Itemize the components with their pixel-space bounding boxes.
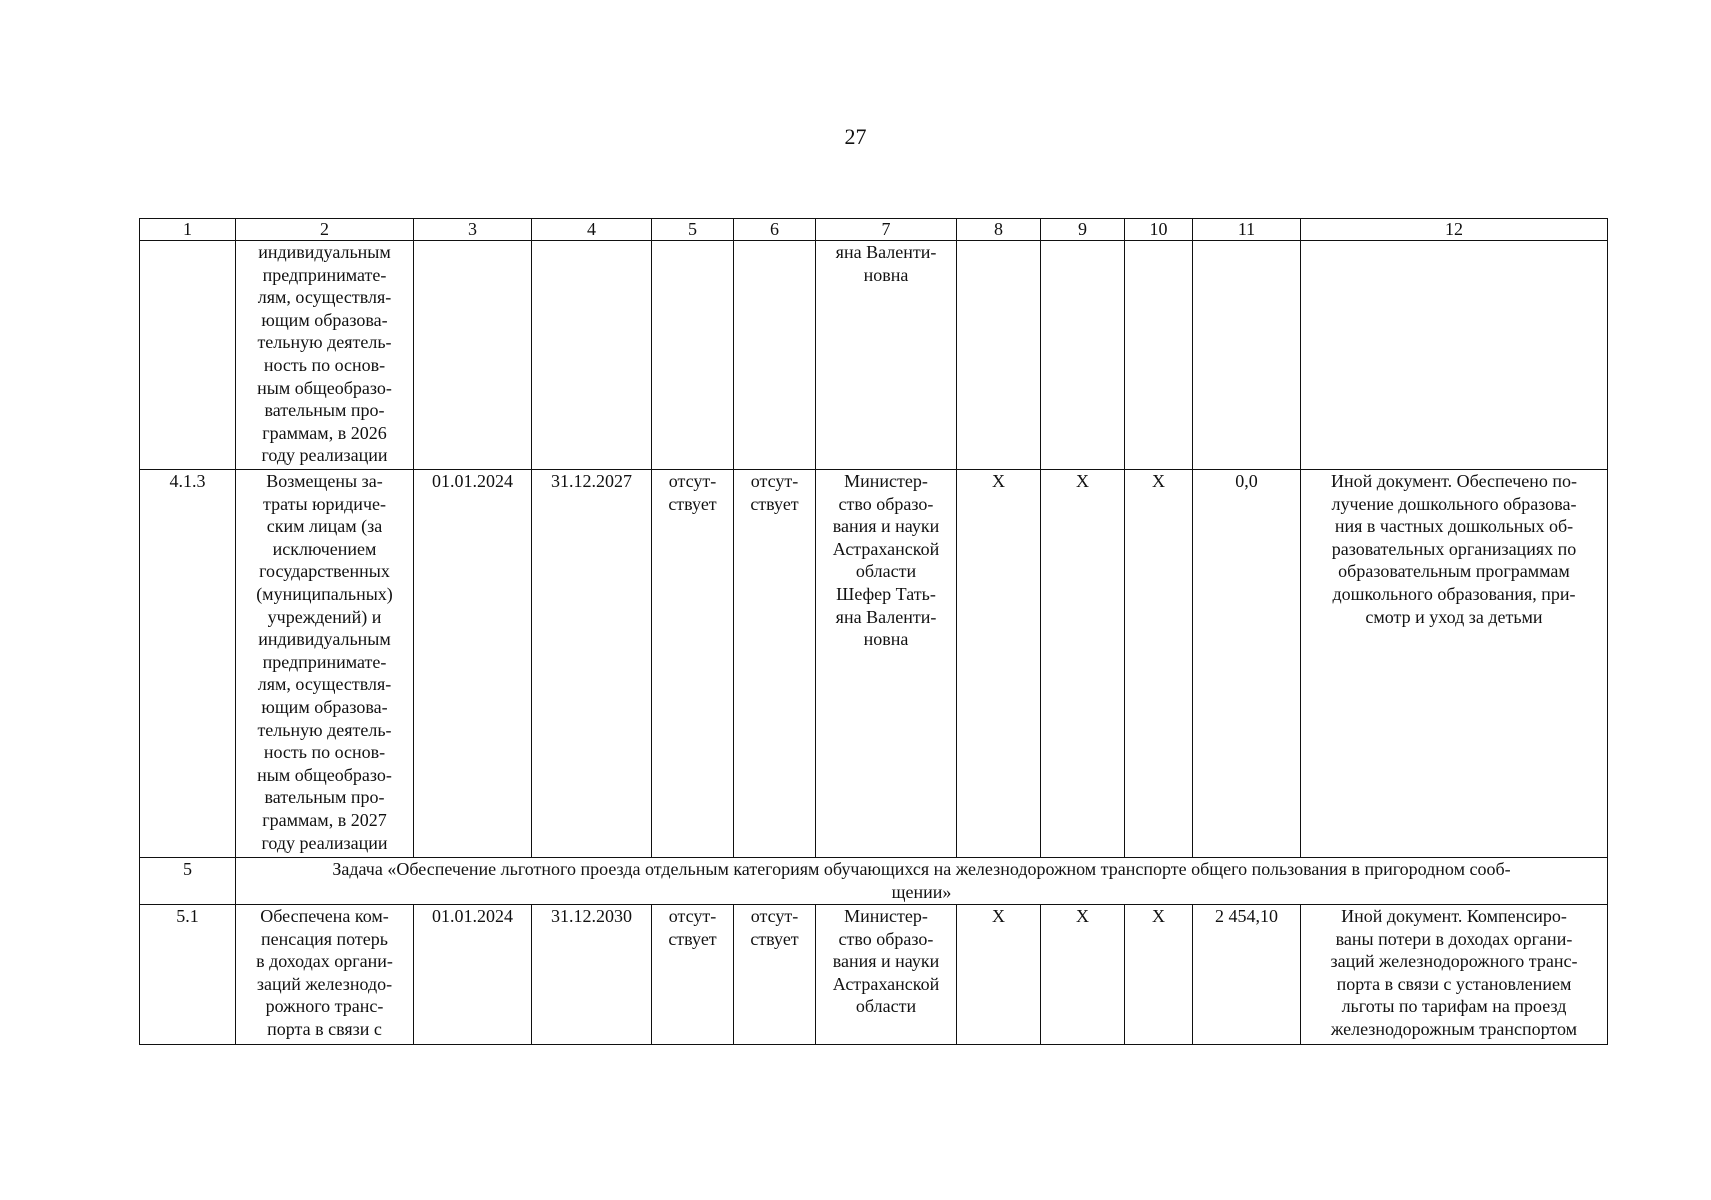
row-number-cell: 5 <box>140 858 236 905</box>
result-name-cell: Возмещены за- траты юридиче- ским лицам (за исключением государственных (муниципальных) учреждений) и индивидуальным предпринимате- лям, осуществля- ющим образова- тельную деятель- ность по основ- ным общеобразо- вательным про- граммам, в 2027 году реализации <box>236 470 414 858</box>
note-cell: Иной документ. Обеспечено по- лучение дошкольного образова- ния в частных дошкольных об- разовательных организациях по образовательным программам дошкольного образования, при- смотр и уход за детьми <box>1301 470 1608 858</box>
column-number: 5 <box>652 219 734 241</box>
column-number: 12 <box>1301 219 1608 241</box>
result-name-cell: Обеспечена ком- пенсация потерь в доходах органи- заций железнодо- рожного транс- порта в связи с <box>236 905 414 1045</box>
column-number: 6 <box>734 219 816 241</box>
amount-cell: 0,0 <box>1193 470 1301 858</box>
table-cell <box>1193 241 1301 470</box>
column-number: 9 <box>1041 219 1125 241</box>
responsible-cell: Министер- ство образо- вания и науки Астраханской области Шефер Тать- яна Валенти- новна <box>816 470 957 858</box>
table-cell: отсут- ствует <box>734 905 816 1045</box>
table-cell <box>1301 241 1608 470</box>
table-cell: отсут- ствует <box>734 470 816 858</box>
table-row-continued <box>140 241 1608 470</box>
note-cell: Иной документ. Компенсиро- ваны потери в доходах органи- заций железнодорожного транс- порта в связи с установлением льготы по тарифам на проезд железнодорожным транспортом <box>1301 905 1608 1045</box>
responsible-cell: Министер- ство образо- вания и науки Астраханской области <box>816 905 957 1045</box>
table-cell: отсут- ствует <box>652 470 734 858</box>
row-number-cell: 5.1 <box>140 905 236 1045</box>
table-cell: X <box>1041 905 1125 1045</box>
column-number: 3 <box>414 219 532 241</box>
column-number-row <box>140 219 1608 241</box>
column-number: 11 <box>1193 219 1301 241</box>
table-cell <box>652 241 734 470</box>
end-date-cell: 31.12.2030 <box>532 905 652 1045</box>
table-row-task-5 <box>140 858 1608 905</box>
column-number: 10 <box>1125 219 1193 241</box>
end-date-cell: 31.12.2027 <box>532 470 652 858</box>
task-title-cell: Задача «Обеспечение льготного проезда отдельным категориям обучающихся на железнодорожном транспорте общего пользования в пригородном сооб- щении» <box>236 858 1608 905</box>
start-date-cell: 01.01.2024 <box>414 905 532 1045</box>
table-cell <box>532 241 652 470</box>
amount-cell: 2 454,10 <box>1193 905 1301 1045</box>
column-number: 2 <box>236 219 414 241</box>
column-number: 7 <box>816 219 957 241</box>
responsible-cell: яна Валенти- новна <box>816 241 957 470</box>
table-cell <box>414 241 532 470</box>
table-cell: X <box>1125 905 1193 1045</box>
table-row-5-1 <box>140 905 1608 1045</box>
row-number-cell: 4.1.3 <box>140 470 236 858</box>
table-cell: X <box>1041 470 1125 858</box>
table-cell <box>1041 241 1125 470</box>
table-cell: отсут- ствует <box>652 905 734 1045</box>
start-date-cell: 01.01.2024 <box>414 470 532 858</box>
table-row-4-1-3 <box>140 470 1608 858</box>
table-cell: X <box>1125 470 1193 858</box>
table-cell <box>1125 241 1193 470</box>
table-cell: X <box>957 905 1041 1045</box>
column-number: 1 <box>140 219 236 241</box>
measures-table <box>139 218 1608 1045</box>
column-number: 8 <box>957 219 1041 241</box>
table-cell <box>734 241 816 470</box>
table-cell <box>957 241 1041 470</box>
table-cell <box>140 241 236 470</box>
table-cell: X <box>957 470 1041 858</box>
column-number: 4 <box>532 219 652 241</box>
page-number: 27 <box>844 124 867 149</box>
result-name-cell: индивидуальным предпринимате- лям, осуществля- ющим образова- тельную деятель- ность по основ- ным общеобразо- вательным про- граммам, в 2026 году реализации <box>236 241 414 470</box>
